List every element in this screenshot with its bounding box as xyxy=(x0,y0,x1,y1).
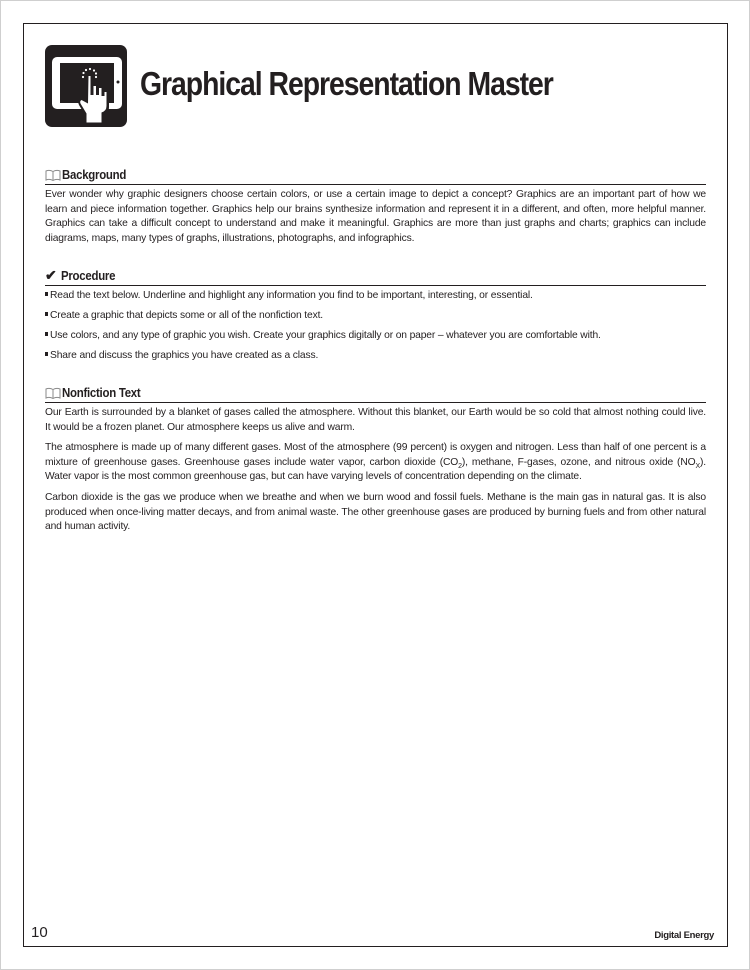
tablet-touch-icon xyxy=(45,45,127,127)
book-icon xyxy=(45,386,61,398)
book-icon xyxy=(45,168,61,180)
background-heading-label: Background xyxy=(62,166,127,182)
procedure-step: Share and discuss the graphics you have created as a class. xyxy=(45,349,706,364)
procedure-section xyxy=(45,266,706,364)
bullet-icon xyxy=(45,352,48,356)
background-section xyxy=(45,165,706,246)
procedure-step: Create a graphic that depicts some or all of the nonfiction text. xyxy=(45,309,706,324)
nonfiction-paragraph-3: Carbon dioxide is the gas we produce when we breathe and when we burn wood and fossil fuels. Methane is the main gas in natural gas. It is also produced when once-living matter decays, and from animal waste. The other greenhouse gases are produced by burning fuels and from other natural and human activity. xyxy=(45,491,706,533)
page-title: Graphical Representation Master xyxy=(140,65,553,102)
background-text: Ever wonder why graphic designers choose certain colors, or use a certain image to depict a concept? Graphics are an important part of how we learn and piece information together. Graphics help our brains synthesize information and represent it in a different, and often, more helpful manner. Graphics can take a difficult concept to understand and make it meaningful. Graphics are more than just graphs and charts; graphics can include diagrams, maps, many types of graphs, illustrations, photographs, and infographics. xyxy=(45,189,706,244)
bullet-icon xyxy=(45,292,48,296)
procedure-steps xyxy=(45,289,706,364)
procedure-heading-label: Procedure xyxy=(60,267,115,283)
bullet-icon xyxy=(45,312,48,316)
procedure-step: Read the text below. Underline and highlight any information you find to be important, interesting, or essential. xyxy=(45,289,706,304)
background-heading xyxy=(45,165,706,185)
page-number: 10 xyxy=(31,924,48,941)
nonfiction-heading-label: Nonfiction Text xyxy=(62,384,141,400)
nonfiction-section xyxy=(45,383,706,535)
nonfiction-paragraph-1: Our Earth is surrounded by a blanket of gases called the atmosphere. Without this blanket, our Earth would be so cold that almost nothing could live. It would be a frozen planet. Our atmosphere keeps us alive and warm. xyxy=(45,407,706,433)
footer-title: Digital Energy xyxy=(654,930,714,941)
nonfiction-paragraph-2: The atmosphere is made up of many different gases. Most of the atmosphere (99 percent) is oxygen and nitrogen. Less than half of one percent is a mixture of greenhouse gases. Greenhouse gases include water vapor, carbon dioxide $(CO_2)$, methane, F-gases, ozone, and nitrous oxide $(NO_X)$. Water vapor is the most common greenhouse gas, but can have varying levels of concentration depending on the climate. xyxy=(45,442,706,483)
checkmark-icon: ✔ xyxy=(45,267,57,283)
nonfiction-heading xyxy=(45,383,706,403)
bullet-icon xyxy=(45,332,48,336)
procedure-heading xyxy=(45,266,706,286)
page-header xyxy=(45,45,705,127)
procedure-step: Use colors, and any type of graphic you wish. Create your graphics digitally or on paper – whatever you are comfortable with. xyxy=(45,329,706,344)
